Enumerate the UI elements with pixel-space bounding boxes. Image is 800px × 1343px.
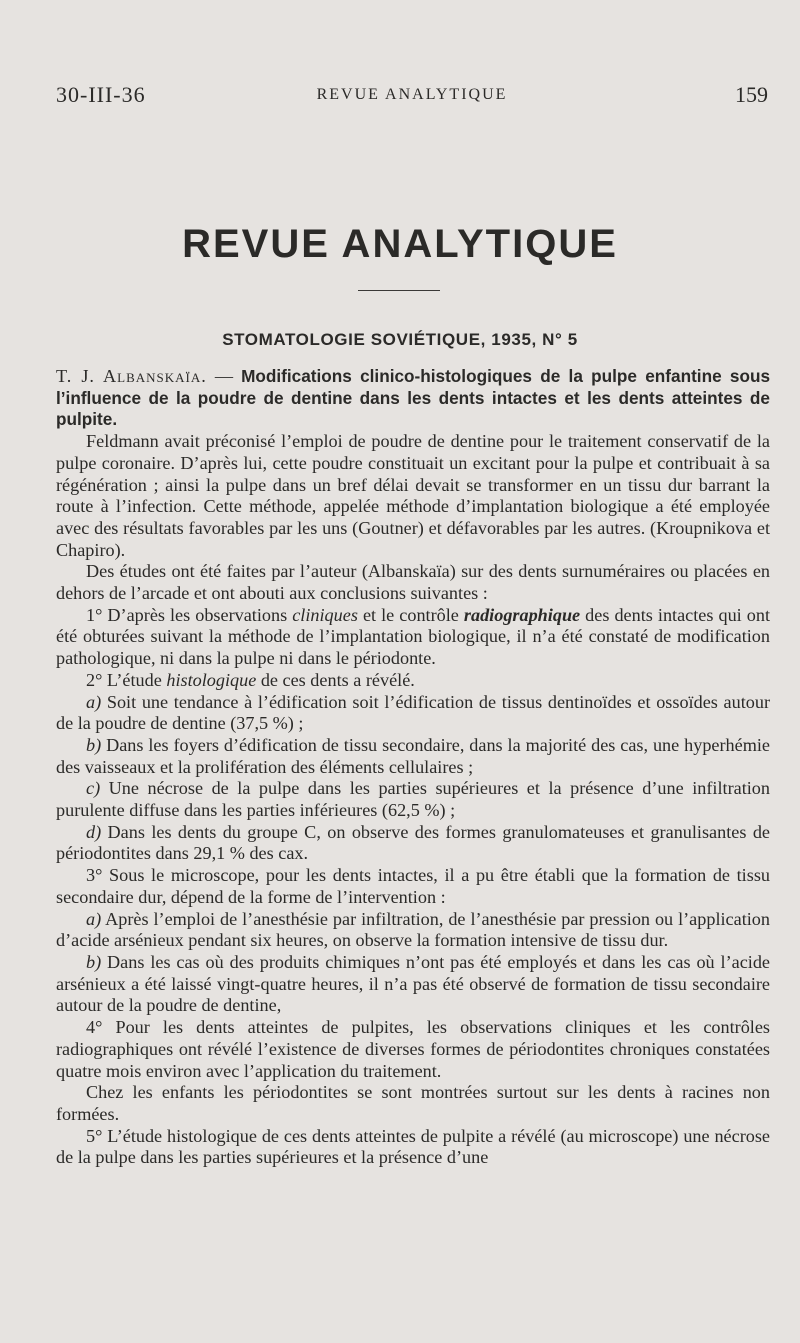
item-label: a): [86, 908, 102, 929]
journal-heading: STOMATOLOGIE SOVIÉTIQUE, 1935, N° 5: [222, 330, 578, 349]
paragraph-11: [56, 952, 770, 1017]
article-body: [56, 366, 770, 1169]
paragraph-8: [56, 822, 770, 865]
paragraph-9: 3° Sous le microscope, pour les dents intactes, il a pu être établi que la formation de tissu secondaire dur, dépend de la forme de l’intervention :: [56, 865, 770, 907]
paragraph-4-text-a: 2° L’étude: [86, 669, 167, 690]
paragraph-3-emph-cliniques: cliniques: [292, 604, 358, 625]
paragraph-3-text-c: et le contrôle: [357, 604, 464, 625]
paragraph-4-emph-histologique: histologique: [166, 669, 257, 690]
item-label: b): [86, 951, 102, 972]
header-date: 30-III-36: [56, 82, 146, 107]
item-label: a): [86, 691, 102, 712]
item-text: Une nécrose de la pulpe dans les parties supérieures et la présence d’une infiltration purulente diffuse dans les parties inférieures (62,5 %) ;: [56, 778, 770, 821]
paragraph-10: [56, 909, 770, 952]
running-header: [56, 82, 768, 112]
item-text: Dans les cas où des produits chimiques n’ont pas été employés et dans les cas où l’acide arsénieux a été laissé vingt-quatre heures, il n’a pas été observé de formation de tissu secondaire autour de la poudre de dentine,: [56, 951, 770, 1016]
header-running-title: REVUE ANALYTIQUE: [316, 86, 508, 103]
article-heading: [56, 366, 770, 431]
article-title: Modifications clinico-histologiques de la pulpe enfantine sous l’influence de la poudre de dentine dans les dents intactes et les dents atteintes de pulpite.: [56, 366, 771, 430]
item-text: Soit une tendance à l’édification soit l’édification de tissus dentinoïdes et ossoïdes autour de la poudre de dentine (37,5 %) ;: [56, 691, 770, 734]
paragraph-4-text-c: de ces dents a révélé.: [256, 669, 415, 690]
item-text: Après l’emploi de l’anesthésie par infiltration, de l’anesthésie par pression ou l’application d’acide arsénieux pendant six heures, on observe la formation intensive de tissu dur.: [56, 908, 770, 951]
item-label: d): [86, 821, 102, 842]
paragraph-14: 5° L’étude histologique de ces dents atteintes de pulpite a révélé (au microscope) une nécrose de la pulpe dans les parties supérieures et la présence d’une: [56, 1125, 770, 1168]
article-dash: —: [206, 366, 242, 386]
paragraph-3-emph-radiographique: radiographique: [463, 604, 581, 625]
item-text: Dans les foyers d’édification de tissu secondaire, dans la majorité des cas, une hyperhémie des vaisseaux et la prolifération des éléments cellulaires ;: [56, 734, 770, 777]
paragraph-5: [56, 692, 770, 735]
paragraph-3-text-a: 1° D’après les observations: [86, 604, 293, 625]
article-author: T. J. Albanskaïa.: [56, 366, 207, 386]
paragraph-2: Des études ont été faites par l’auteur (Albanskaïa) sur des dents surnuméraires ou placées en dehors de l’arcade et ont abouti aux conclusions suivantes :: [56, 561, 770, 604]
title-divider: [358, 290, 440, 291]
paragraph-3: [56, 605, 770, 670]
paragraph-4: [56, 670, 770, 692]
paragraph-3-text-e: des dents intactes qui ont été obturées suivant la méthode de l’implantation biologique, il n’a été constaté de modification pathologique, ni dans la pulpe ni dans le périodonte.: [56, 604, 770, 669]
item-label: b): [86, 734, 102, 755]
paragraph-6: [56, 735, 770, 778]
page-number: 159: [735, 82, 768, 107]
paragraph-1: Feldmann avait préconisé l’emploi de poudre de dentine pour le traitement conservatif de la pulpe coronaire. D’après lui, cette poudre constituait un excitant pour la pulpe et contribuait à sa régénération ; ainsi la pulpe dans un bref délai devait se transformer en un tissu dur barrant la route à l’infection. Cette méthode, appelée méthode d’implantation biologique a été employée avec des résultats favorables par les uns (Goutner) et défavorables par les autres. (Kroupnikova et Chapiro).: [56, 431, 770, 560]
paragraph-13: Chez les enfants les périodontites se sont montrées surtout sur les dents à racines non formées.: [56, 1082, 770, 1124]
paragraph-7: [56, 778, 770, 821]
item-text: Dans les dents du groupe C, on observe des formes granulomateuses et granulisantes de périodontites dans 29,1 % des cax.: [56, 821, 770, 864]
item-label: c): [86, 778, 101, 799]
page-title: REVUE ANALYTIQUE: [182, 222, 618, 266]
paragraph-12: 4° Pour les dents atteintes de pulpites, les observations cliniques et les contrôles radiographiques ont révélé l’existence de diverses formes de périodontites chroniques constatées quatre mois environ avec l’application du traitement.: [56, 1017, 770, 1081]
